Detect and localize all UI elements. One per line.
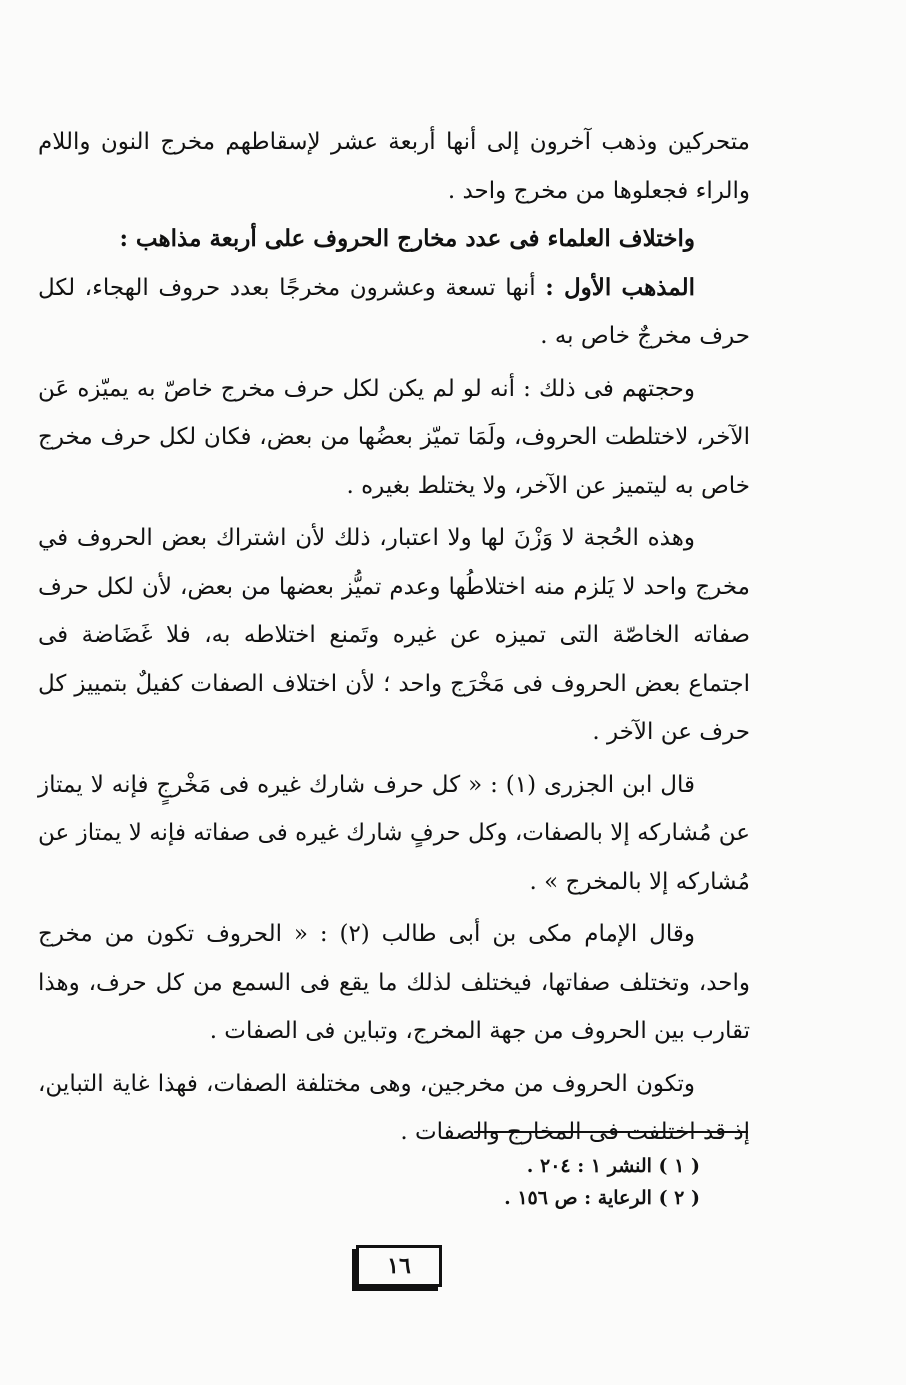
- paragraph-ibn-jazari-quote: قال ابن الجزرى (١) : « كل حرف شارك غيره فى مَخْرجٍ فإنه لا يمتاز عن مُشاركه إلا بالصفات، وكل حرفٍ شارك غيره فى صفاته فإنه لا يمتاز عن مُشاركه إلا بالمخرج » .: [38, 771, 750, 895]
- paragraph-first-opinion: [38, 264, 750, 361]
- footnote-1: ( ١ ) النشر ١ : ٢٠٤ .: [526, 1155, 700, 1177]
- first-opinion-label: المذهب الأول :: [545, 273, 696, 301]
- paragraph-makki-quote: وقال الإمام مكى بن أبى طالب (٢) : « الحروف تكون من مخرج واحد، وتختلف صفاتها، فيختلف لذلك ما يقع فى السمع من كل حرف، وهذا تقارب بين الحروف من جهة المخرج، وتباين فى الصفات .: [38, 921, 750, 1044]
- page-number: ١٦: [356, 1245, 442, 1287]
- section-heading: واختلاف العلماء فى عدد مخارج الحروف على أربعة مذاهب :: [119, 225, 695, 252]
- paragraph-argument: وحجتهم فى ذلك : أنه لو لم يكن لكل حرف مخرج خاصّ به يميّزه عَن الآخر، لاختلطت الحروف، ولَمَا تميّز بعضُها من بعض، فكان لكل حرف مخرج خاص به ليتميز عن الآخر، ولا يختلط بغيره .: [38, 375, 750, 499]
- paragraph-rebuttal: وهذه الحُجة لا وَزْنَ لها ولا اعتبار، ذلك لأن اشتراك بعض الحروف في مخرج واحد لا يَلزم منه اختلاطُها وعدم تميُّز بعضها من بعض، لأن لكل حرف صفاته الخاصّة التى تميزه عن غيره وتَمنع اختلاطه به، فلا غَضَاضة فى اجتماع بعض الحروف فى مَخْرَج واحد ؛ لأن اختلاف الصفات كفيلٌ بتمييز كل حرف عن الآخر .: [38, 525, 750, 745]
- first-opinion-text: أنها تسعة وعشرون مخرجًا بعدد حروف الهجاء، لكل حرف مخرجٌ خاص به .: [38, 274, 750, 349]
- main-text: [38, 118, 750, 1157]
- paragraph-conclusion: وتكون الحروف من مخرجين، وهى مختلفة الصفات، فهذا غاية التباين، إذ قد اختلفت فى المخارج والصفات .: [38, 1070, 750, 1145]
- footnotes: [420, 1150, 700, 1214]
- paragraph-continuation: متحركين وذهب آخرون إلى أنها أربعة عشر لإسقاطهم مخرج النون واللام والراء فجعلوها من مخرج واحد .: [38, 129, 750, 204]
- footnote-divider: [474, 1131, 748, 1133]
- footnote-2: ( ٢ ) الرعاية : ص ١٥٦ .: [504, 1187, 700, 1209]
